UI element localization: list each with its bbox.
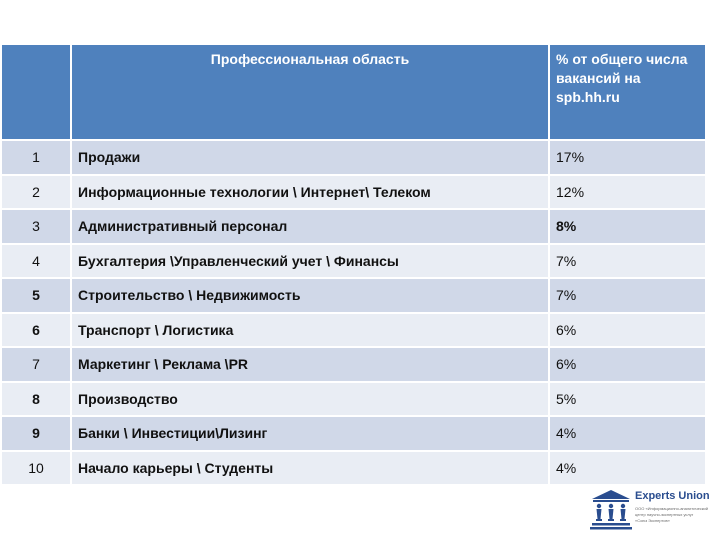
header-number-cell [1, 44, 71, 140]
row-share: 6% [549, 313, 706, 348]
row-share: 4% [549, 416, 706, 451]
row-area: Продажи [71, 140, 549, 175]
table-row [1, 382, 706, 417]
row-area: Маркетинг \ Реклама \PR [71, 347, 549, 382]
row-share: 12% [549, 175, 706, 210]
row-area: Административный персонал [71, 209, 549, 244]
table-row [1, 451, 706, 486]
row-number: 7 [1, 347, 71, 382]
logo-brand-name: Experts Union [635, 490, 710, 502]
row-share: 7% [549, 244, 706, 279]
row-number: 10 [1, 451, 71, 486]
table-row [1, 175, 706, 210]
table-row [1, 140, 706, 175]
row-share: 5% [549, 382, 706, 417]
row-number: 6 [1, 313, 71, 348]
row-number: 5 [1, 278, 71, 313]
row-area: Информационные технологии \ Интернет\ Телеком [71, 175, 549, 210]
table-row [1, 347, 706, 382]
row-share: 4% [549, 451, 706, 486]
columns-emblem-icon [590, 488, 632, 532]
table-row [1, 209, 706, 244]
row-area: Производство [71, 382, 549, 417]
row-area: Транспорт \ Логистика [71, 313, 549, 348]
row-share: 8% [549, 209, 706, 244]
table-row [1, 416, 706, 451]
row-number: 3 [1, 209, 71, 244]
table-row [1, 244, 706, 279]
table-header-row [1, 44, 706, 140]
row-area: Начало карьеры \ Студенты [71, 451, 549, 486]
row-number: 4 [1, 244, 71, 279]
vacancy-share-table [0, 43, 707, 486]
row-area: Банки \ Инвестиции\Лизинг [71, 416, 549, 451]
row-number: 8 [1, 382, 71, 417]
logo-tagline: центр научно-экспертных услуг [635, 512, 694, 517]
row-number: 1 [1, 140, 71, 175]
row-area: Бухгалтерия \Управленческий учет \ Финансы [71, 244, 549, 279]
row-number: 9 [1, 416, 71, 451]
experts-union-logo [590, 488, 715, 534]
table-row [1, 313, 706, 348]
logo-tagline: ООО «Информационно-аналитический [635, 506, 709, 511]
header-share-cell: % от общего числа вакансий на spb.hh.ru [549, 44, 706, 140]
row-share: 17% [549, 140, 706, 175]
row-number: 2 [1, 175, 71, 210]
logo-tagline: «Союз Экспертов» [635, 518, 670, 523]
row-share: 6% [549, 347, 706, 382]
row-area: Строительство \ Недвижимость [71, 278, 549, 313]
table-row [1, 278, 706, 313]
row-share: 7% [549, 278, 706, 313]
header-area-cell: Профессиональная область [71, 44, 549, 140]
